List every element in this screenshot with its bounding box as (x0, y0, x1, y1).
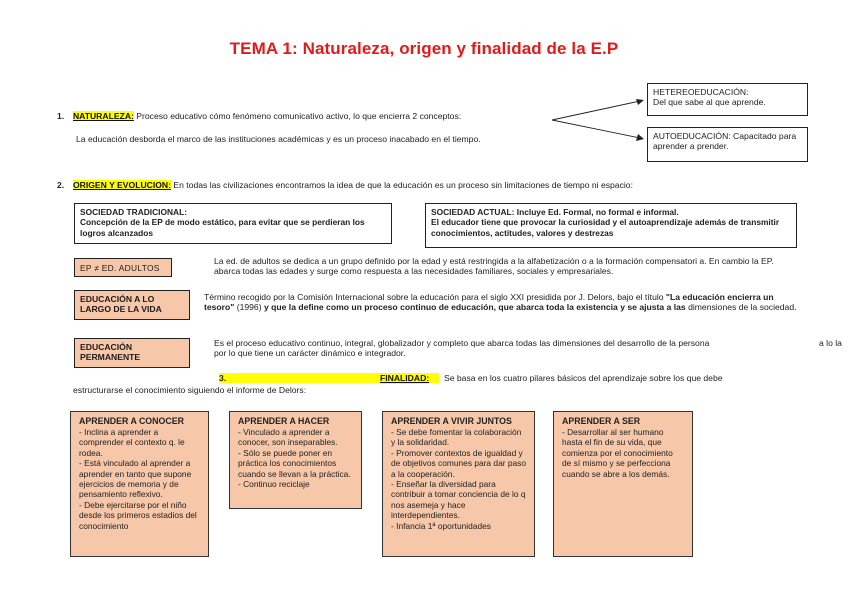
section-1-label: NATURALEZA: (72, 111, 134, 121)
section-2-text: En todas las civilizaciones encontramos la idea de que la educación es un proceso sin limitaciones de tiempo ni espacio: (173, 180, 633, 190)
section-3-number: 3. (219, 373, 227, 383)
section-2-heading (57, 180, 633, 191)
pillar-body: - Inclina a aprender a comprender el contexto q. le rodea. - Está vinculado al aprender a aprender en tanto que supone ejercicios de memoria y de pensamiento reflexivo. - Debe ejercitarse por el niño desde los primeros estadios del conocimiento (79, 426, 197, 531)
sociedad-tradicional-title: SOCIEDAD TRADICIONAL: (80, 207, 188, 217)
arrow-up-line (552, 101, 640, 120)
section-1-subtext: La educación desborda el marco de las instituciones académicas y es un proceso inacabado en el tiempo. (76, 134, 481, 144)
section-1-heading (57, 111, 461, 122)
largo-text-c: (1996) (236, 302, 262, 313)
largo-text-b: "La educación encierra un tesoro" (204, 292, 774, 313)
section-3-text-2: estructurarse el conocimiento siguiendo el informe de Delors: (73, 385, 307, 395)
page-title: TEMA 1: Naturaleza, origen y finalidad de la E.P (229, 39, 619, 58)
pillar-aprender-a-vivir-juntos (382, 411, 535, 557)
arrow-down-head (636, 134, 644, 141)
pillar-body: - Vinculado a aprender a conocer, son inseparables. - Sólo se puede poner en práctica los conocimientos cuando se llevan a la práctica. - Continuo reciclaje (238, 426, 351, 490)
perm-text-line-1: Es el proceso educativo continuo, integral, globalizador y completo que abarca todas las dimensiones del desarrollo de la persona (214, 338, 710, 348)
pillar-title: APRENDER A HACER (238, 416, 330, 426)
educacion-permanente-label: EDUCACIÓN PERMANENTE (74, 338, 190, 368)
pillar-title: APRENDER A CONOCER (79, 416, 184, 426)
educacion-largo-vida-text (204, 292, 804, 313)
pillar-title: APRENDER A VIVIR JUNTOS (391, 416, 512, 426)
section-3-text: Se basa en los cuatro pilares básicos del aprendizaje sobre los que debe (444, 373, 723, 383)
pillar-body: - Desarrollar al ser humano hasta el fin de su vida, que comienza por el conocimiento de sí mismo y se perfecciona cuando se abre a los demás. (562, 426, 673, 479)
section-1-text: Proceso educativo cómo fenómeno comunicativo activo, lo que encierra 2 conceptos: (136, 111, 462, 121)
heteroeducacion-box: HETEREOEDUCACIÓN: Del que sabe al que aprende. (647, 83, 808, 116)
pillar-aprender-a-conocer (70, 411, 209, 557)
educacion-permanente-text (214, 338, 774, 359)
ep-adultos-label: EP ≠ ED. ADULTOS (74, 258, 172, 277)
pillar-aprender-a-ser (553, 411, 693, 557)
section-2-number: 2. (57, 180, 65, 190)
autoeducacion-box: AUTOEDUCACIÓN: Capacitado para aprender a prender. (647, 127, 808, 162)
educacion-largo-vida-label: EDUCACIÓN A LO LARGO DE LA VIDA (74, 290, 190, 320)
sociedad-tradicional-box (74, 203, 392, 244)
sociedad-actual-title: SOCIEDAD ACTUAL: Incluye Ed. Formal, no formal e informal. (431, 207, 679, 217)
perm-text-line-2: por lo que tiene un carácter dinámico e integrador. (214, 348, 406, 359)
sociedad-tradicional-text: Concepción de la EP de modo estático, para evitar que se perdieran los logros alcanzados (80, 217, 365, 238)
arrow-up-head (636, 99, 644, 105)
largo-text-a: Término recogido por la Comisión Internacional sobre la educación para el siglo XXI presidida por J. Delors, bajo el título (204, 292, 664, 302)
ep-adultos-text: La ed. de adultos se dedica a un grupo definido por la edad y está restringida a la alfabetización o a la formación compensatori a. En cambio la EP. abarca todas las edades y surge como respuesta a las necesidades familiares, sociales y empresariales. (214, 256, 774, 277)
section-2-label: ORIGEN Y EVOLUCION: (72, 180, 172, 190)
section-1-number: 1. (57, 111, 65, 121)
perm-text-right: a lo la (819, 338, 842, 348)
sociedad-actual-box (425, 203, 797, 248)
pillar-body: - Se debe fomentar la colaboración y la solidaridad. - Promover contextos de igualdad y de objetivos comunes para dar paso a la cooperación. - Enseñar la diversidad para contribuir a tomar conciencia de lo q nos asemeja y hace interdependientes. - Infancia 1ª oportunidades (391, 426, 527, 531)
arrow-down-line (552, 120, 640, 138)
section-1-arrows (548, 94, 648, 150)
pillar-aprender-a-hacer (229, 411, 362, 509)
largo-text-e: dimensiones de la sociedad. (688, 302, 797, 313)
pillar-title: APRENDER A SER (562, 416, 641, 426)
largo-text-d: y que la define como un proceso continuo de educación, que abarca toda la existencia y se ajusta a las (263, 302, 686, 313)
section-3-label: FINALIDAD: (380, 373, 430, 383)
sociedad-actual-text: El educador tiene que provocar la curiosidad y el autoaprendizaje además de transmitir conocimientos, actitudes, valores y destrezas (431, 217, 780, 238)
